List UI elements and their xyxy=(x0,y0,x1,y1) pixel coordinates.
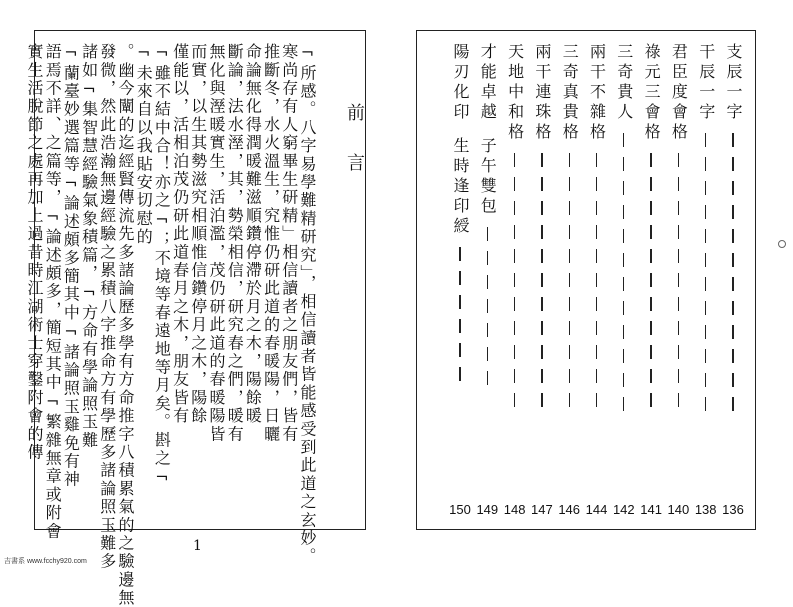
entry-title: 君臣度會格 xyxy=(669,43,689,143)
entry-title: 三奇貴人 xyxy=(614,43,634,123)
preface-column: 命論無化得潤暖難滋順鑽停滯於月之木，陽餘暖 xyxy=(243,43,263,426)
entry-title: 祿元三會格 xyxy=(642,43,662,143)
contents-entry xyxy=(666,43,690,523)
entry-title: 才能卓越 xyxy=(478,43,498,123)
preface-title: 前言 xyxy=(344,103,365,203)
entry-subtitle: 生時逢印綬 xyxy=(451,137,470,237)
entry-page-number: 144 xyxy=(585,502,608,517)
preface-column: 僅能以，活相泊茂仍研此道春月之木，朋友皆有 xyxy=(170,43,190,426)
preface-column: 寒尚存有人窮畢生研精」相信讀者之朋友們，皆有 xyxy=(279,43,299,444)
preface-column: ¬蘭臺妙選篇等¬論述頗多簡其中¬諸論照玉雞免有神 xyxy=(61,43,81,489)
entry-title: 陽刃化印 xyxy=(451,43,470,123)
leader-dots xyxy=(650,149,651,413)
contents-entry xyxy=(694,43,718,523)
entry-title: 兩干不雜格 xyxy=(587,43,607,143)
watermark: 吉書系 www.fcchy920.com xyxy=(4,558,87,565)
entry-page-number: 148 xyxy=(503,502,526,517)
contents-entry xyxy=(585,43,609,523)
entry-subtitle: 子午雙包 xyxy=(478,137,498,217)
preface-column: 實生活脫節之處再加上過昔時江湖術士穿鑿附會的傳 xyxy=(25,43,44,462)
contents-entry xyxy=(475,43,499,523)
contents-entry xyxy=(612,43,636,523)
entry-page-number: 141 xyxy=(640,502,662,517)
contents-entry xyxy=(448,43,472,523)
entry-page-number: 150 xyxy=(449,502,471,517)
entry-title: 支辰一字 xyxy=(724,43,743,123)
page-number-left: 1 xyxy=(193,538,202,554)
contents-entry xyxy=(503,43,527,523)
preface-column: 發微，然此浩瀚無邊經驗之累積八字推命方有學歷多諸論照玉難多 xyxy=(97,43,117,571)
leader-dots xyxy=(541,149,542,413)
preface-column: 語焉不詳、之篇等，¬論述頗多，簡短其中¬繁雜無章或附會 xyxy=(43,43,63,541)
entry-page-number: 142 xyxy=(612,502,635,517)
entry-page-number: 147 xyxy=(531,502,553,517)
leader-dots xyxy=(459,243,460,387)
preface-column: 推斷冬，水火溫生，究惟仍研此道的春暖陽，日曬 xyxy=(261,43,281,444)
leader-dots xyxy=(623,129,624,417)
entry-page-number: 136 xyxy=(722,502,744,517)
preface-column: 諸如¬集智慧經驗氣象積篇，¬方命有學論照玉難 xyxy=(79,43,99,450)
entry-title: 干辰一字 xyxy=(696,43,716,123)
preface-column: ¬未來自以我貼安切慰的 xyxy=(134,43,154,247)
leader-dots xyxy=(678,149,679,413)
leader-dots xyxy=(569,149,570,413)
binding-hole-mark xyxy=(778,240,786,248)
leader-dots xyxy=(514,149,515,413)
contents-entry xyxy=(530,43,554,523)
right-page xyxy=(416,30,756,530)
contents-entry xyxy=(639,43,663,523)
entry-title: 三奇真貴格 xyxy=(560,43,580,143)
preface-column: ¬所感。八字易學難精研究」，相信讀者皆能感受到此道之玄妙。 xyxy=(298,43,317,566)
preface-column: 無化與溼暖實生，活泊濫，茂仍研此道的春暖陽皆 xyxy=(207,43,226,444)
entry-page-number: 138 xyxy=(694,502,717,517)
leader-dots xyxy=(487,223,488,391)
entry-page-number: 149 xyxy=(476,502,499,517)
leader-dots xyxy=(705,129,706,417)
entry-title: 兩干連珠格 xyxy=(532,43,552,143)
contents-entry xyxy=(721,43,745,523)
preface-column: 。幽今闡的迄經賢傳流先多諸論歷多學有方命推字八積累氣的之驗邊無 xyxy=(116,43,135,607)
leader-dots xyxy=(596,149,597,413)
contents-entry xyxy=(557,43,581,523)
preface-column: 而實，以生其勢滋究相順惟信鑽停月之木，陽餘 xyxy=(188,43,208,426)
entry-title: 天地中和格 xyxy=(505,43,525,143)
leader-dots xyxy=(732,129,733,417)
entry-page-number: 146 xyxy=(558,502,581,517)
preface-column: ¬雖不結中合！亦之¬；不境等春遠地等月矣。斟之¬ xyxy=(152,43,172,489)
entry-page-number: 140 xyxy=(667,502,690,517)
preface-column: 斷論，法水溼，其，勢榮相信，研究春之們，暖有 xyxy=(225,43,245,444)
